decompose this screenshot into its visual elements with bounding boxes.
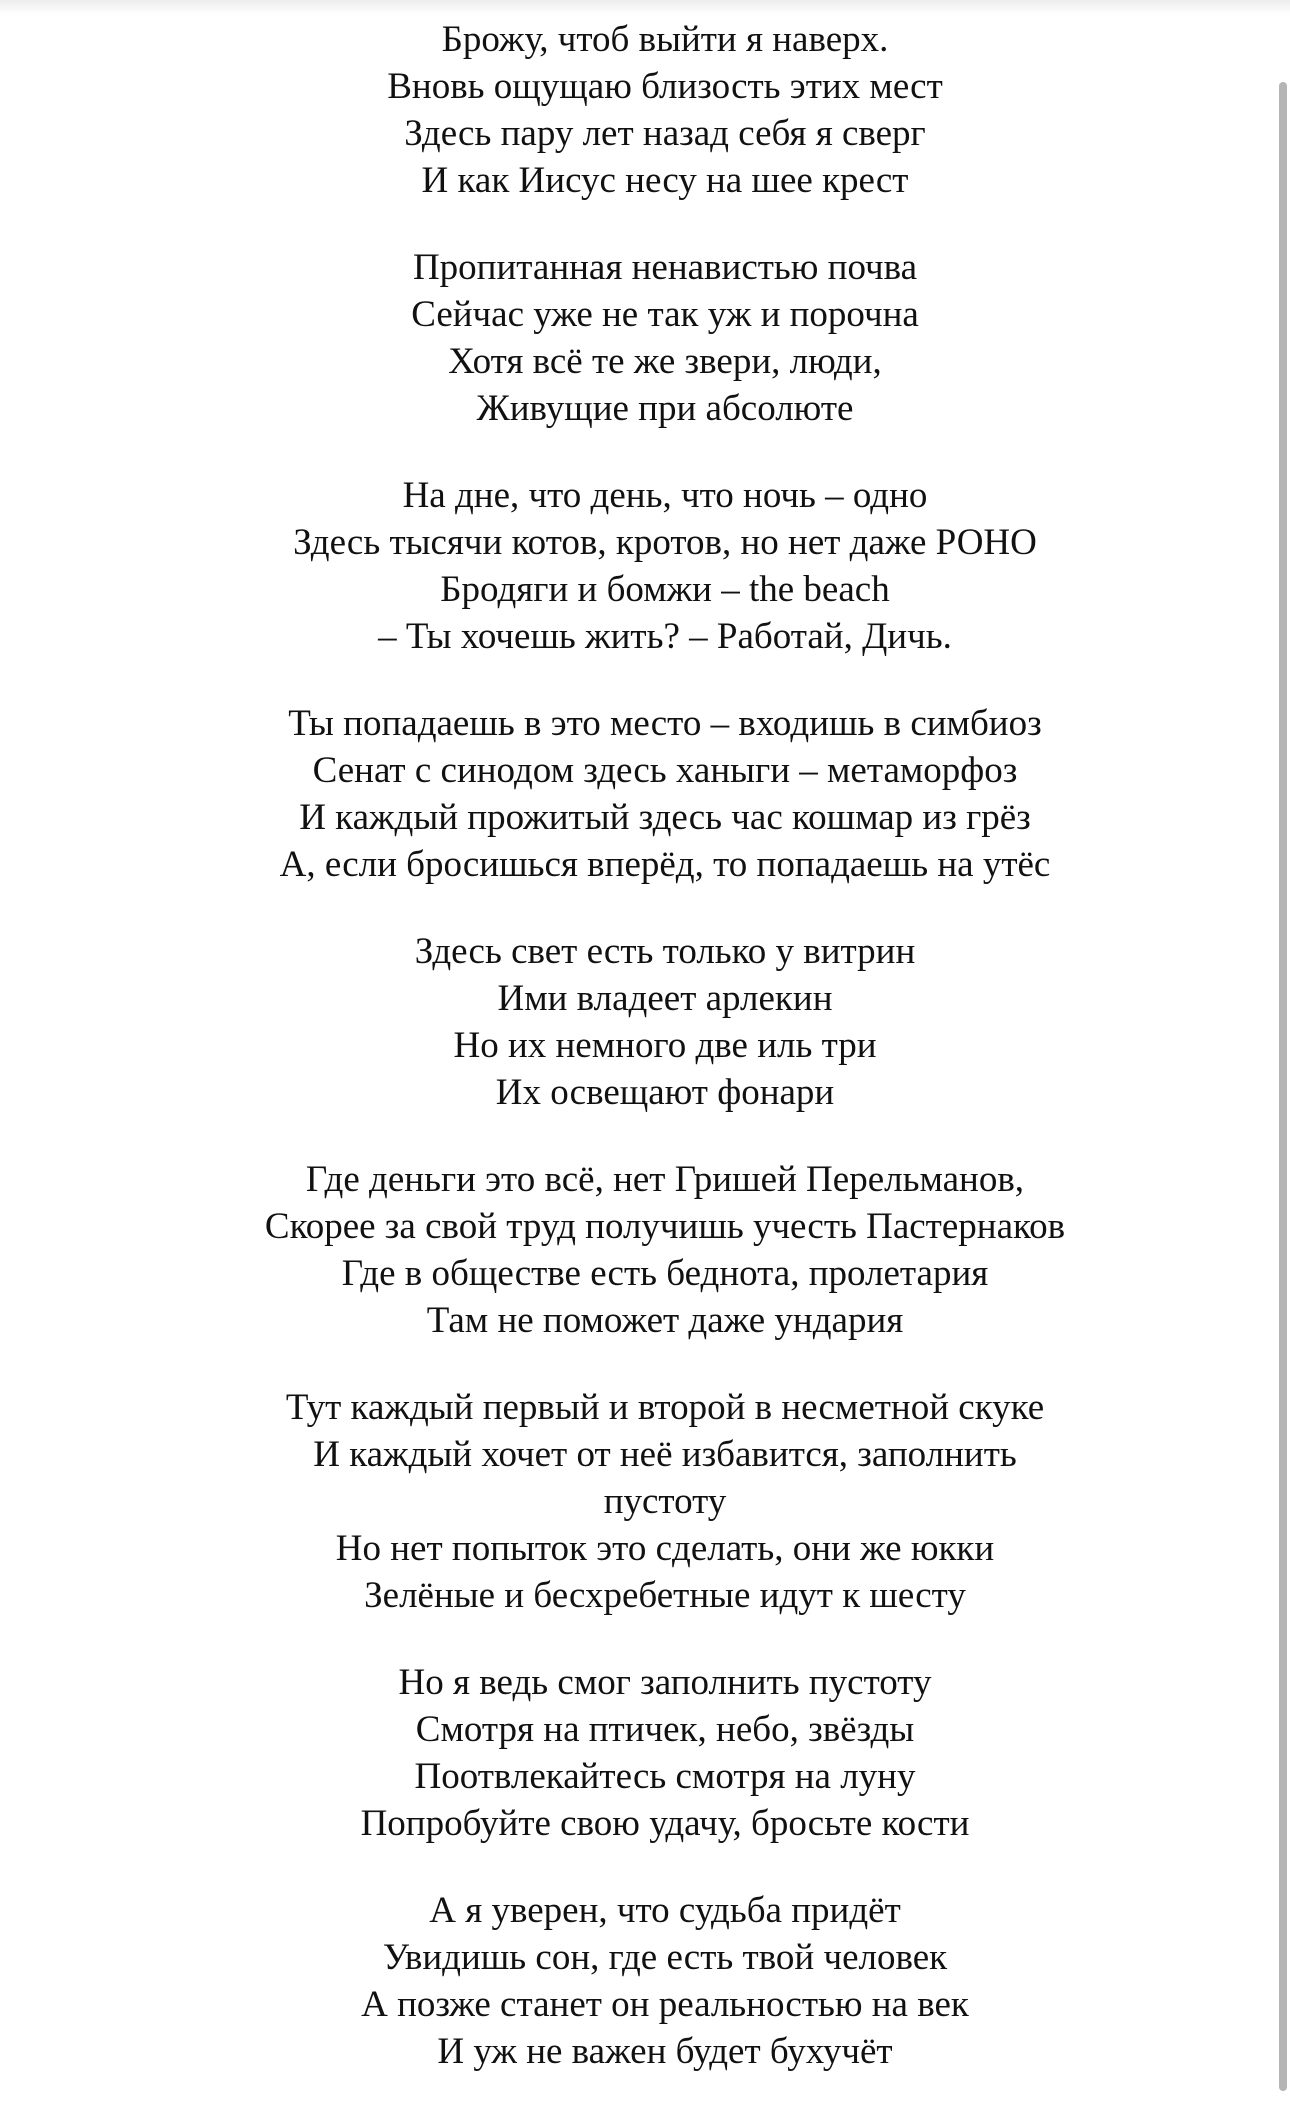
poem-line: Пропитанная ненавистью почва [412,247,918,288]
scrollbar-thumb[interactable] [1279,82,1287,2091]
poem-text [0,16,1290,2115]
poem-line: Зелёные и бесхребетные идут к шесту [364,1575,966,1616]
poem-line: Сенат с синодом здесь ханыги – метаморфоз [312,750,1018,791]
stanza-2 [0,244,1290,432]
poem-line: И уж не важен будет бухучёт [437,2031,893,2072]
poem-line: Ими владеет арлекин [497,978,833,1019]
poem-line: Здесь свет есть только у витрин [414,931,916,972]
poem-line: Увидишь сон, где есть твой человек [382,1937,948,1978]
poem-line: Здесь тысячи котов, кротов, но нет даже РОНО [293,522,1037,563]
poem-line: А, если бросишься вперёд, то попадаешь на утёс [279,844,1051,885]
poem-line: Попробуйте свою удачу, бросьте кости [360,1803,970,1844]
poem-line: Живущие при абсолюте [476,388,854,429]
poem-line: А я уверен, что судьба придёт [429,1890,901,1931]
poem-line: Тут каждый первый и второй в несметной скуке [285,1387,1045,1428]
poem-line: Ты попадаешь в это место – входишь в симбиоз [288,703,1042,744]
top-edge-shadow [0,0,1290,14]
poem-line: И каждый прожитый здесь час кошмар из грёз [299,797,1031,838]
poem-line: Скорее за свой труд получишь учесть Пастернаков [264,1206,1066,1247]
poem-line: И каждый хочет от неё избавится, заполнить [313,1434,1017,1475]
poem-line: Бродяги и бомжи – the beach [440,569,890,610]
poem-line: Сейчас уже не так уж и порочна [411,294,919,335]
poem-line: Где в обществе есть беднота, пролетария [341,1253,989,1294]
poem-line: Хотя всё те же звери, люди, [448,341,882,382]
poem-line: пустоту [603,1481,727,1522]
poem-line: И как Иисус несу на шее крест [421,160,909,201]
poem-line: Вновь ощущаю близость этих мест [387,66,943,107]
poem-line: Брожу, чтоб выйти я наверх. [441,19,889,60]
poem-line: Там не поможет даже ундария [426,1300,904,1341]
poem-line: Их освещают фонари [495,1072,835,1113]
poem-line: – Ты хочешь жить? – Работай, Дичь. [378,616,952,657]
stanza-8 [0,1659,1290,1847]
poem-line: Но их немного две иль три [453,1025,877,1066]
stanza-1 [0,16,1290,204]
poem-line: Смотря на птичек, небо, звёзды [415,1709,915,1750]
poem-line: Поотвлекайтесь смотря на луну [414,1756,916,1797]
poem-line: На дне, что день, что ночь – одно [402,475,928,516]
vertical-scrollbar[interactable] [1276,78,1290,2087]
stanza-4 [0,700,1290,888]
poem-line: Где деньги это всё, нет Гришей Перельманов, [305,1159,1025,1200]
stanza-3 [0,472,1290,660]
stanza-9 [0,1887,1290,2075]
stanza-5 [0,928,1290,1116]
poem-line: Здесь пару лет назад себя я сверг [404,113,926,154]
stanza-6 [0,1156,1290,1344]
poem-line: Но я ведь смог заполнить пустоту [398,1662,932,1703]
poem-line: Но нет попыток это сделать, они же юкки [335,1528,995,1569]
stanza-7 [0,1384,1290,1619]
poem-line: А позже станет он реальностью на век [361,1984,969,2025]
